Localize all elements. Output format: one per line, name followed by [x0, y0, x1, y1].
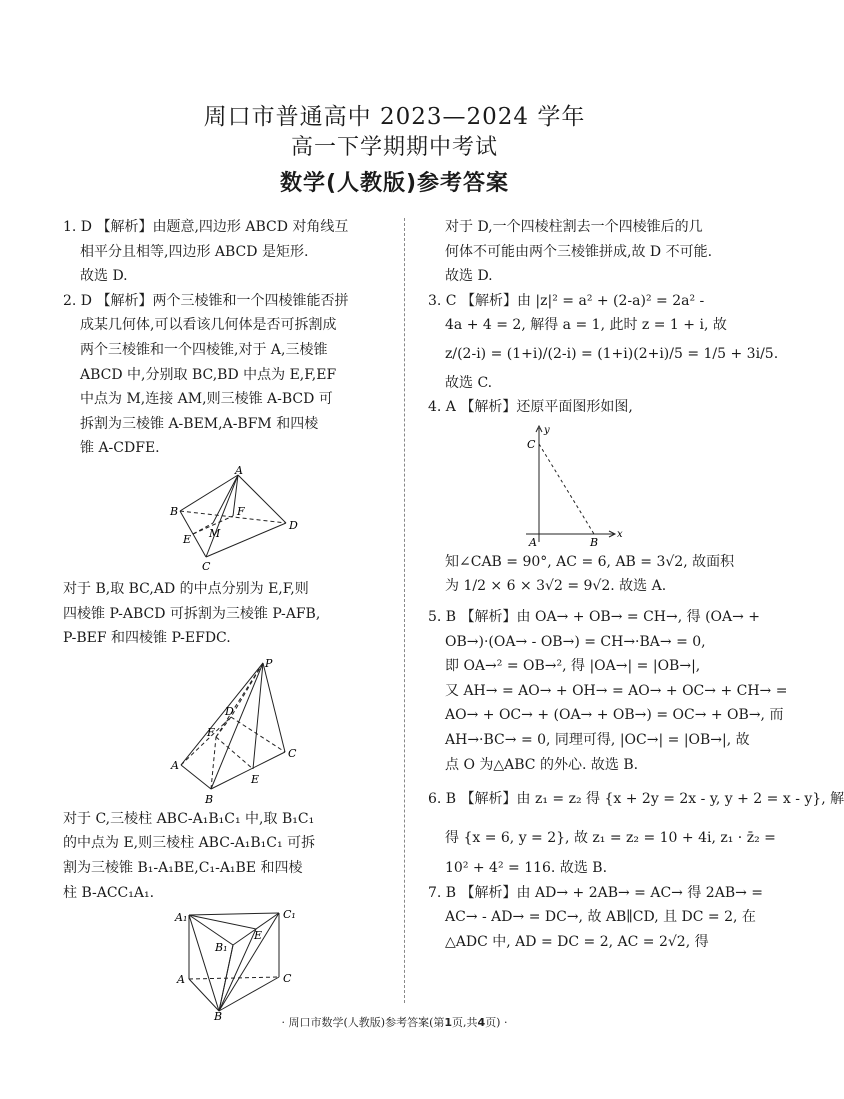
answer-line: ABCD 中,分别取 BC,BD 中点为 E,F,EF: [80, 366, 337, 383]
answer-line: 为 1/2 × 6 × 3√2 = 9√2. 故选 A.: [445, 578, 667, 595]
footer-mid: 页,共: [452, 1016, 478, 1029]
answer-line: 10² + 4² = 116. 故选 B.: [445, 860, 608, 877]
label-C: C: [527, 437, 536, 451]
answer-line: z/(2-i) = (1+i)/(2-i) = (1+i)(2+i)/5 = 1/5 + 3i/5.: [445, 345, 779, 362]
answer-line: △ADC 中, AD = DC = 2, AC = 2√2, 得: [445, 934, 709, 951]
answer-line: 得 {x = 6, y = 2}, 故 z₁ = z₂ = 10 + 4i, z₁ · z̄₂ =: [445, 829, 776, 846]
label-F: F: [237, 504, 245, 518]
footer-end: 页) ·: [485, 1016, 508, 1029]
answer-line: 6. B 【解析】由 z₁ = z₂ 得 {x + 2y = 2x - y, y + 2 = x - y}, 解: [428, 791, 844, 808]
label-C1: C₁: [283, 908, 296, 922]
answer-line: 拆割为三棱锥 A-BEM,A-BFM 和四棱: [80, 415, 319, 432]
label-F: F: [207, 725, 215, 739]
plane-graph-diagram: [428, 422, 746, 550]
answer-line: 的中点为 E,则三棱柱 ABC-A₁B₁C₁ 可拆: [63, 835, 316, 852]
figure-plane-graph: [428, 422, 746, 550]
right-column: [428, 215, 844, 955]
answer-line: 两个三棱锥和一个四棱锥,对于 A,三棱锥: [80, 341, 328, 358]
label-B: B: [205, 792, 214, 806]
footer-text: · 周口市数学(人教版)参考答案(第: [281, 1016, 445, 1029]
answer-line: P-BEF 和四棱锥 P-EFDC.: [63, 630, 231, 647]
answer-line: AC→ - AD→ = DC→, 故 AB∥CD, 且 DC = 2, 在: [445, 909, 756, 926]
answer-line: 知∠CAB = 90°, AC = 6, AB = 3√2, 故面积: [445, 553, 735, 570]
answer-line: 3. C 【解析】由 |z|² = a² + (2-a)² = 2a² -: [428, 292, 705, 309]
answer-line: 对于 C,三棱柱 ABC-A₁B₁C₁ 中,取 B₁C₁: [63, 810, 315, 827]
label-A1: A₁: [175, 911, 188, 925]
answer-line: 4a + 4 = 2, 解得 a = 1, 此时 z = 1 + i, 故: [445, 317, 727, 334]
answer-line: 何体不可能由两个三棱锥拼成,故 D 不可能.: [445, 243, 713, 260]
answer-line: 点 O 为△ABC 的外心. 故选 B.: [445, 756, 639, 773]
label-A: A: [235, 463, 243, 477]
answer-line: 故选 D.: [445, 268, 493, 285]
answer-line: 对于 B,取 BC,AD 的中点分别为 E,F,则: [63, 580, 309, 597]
label-B1: B₁: [215, 941, 228, 955]
answer-line: 中点为 M,连接 AM,则三棱锥 A-BCD 可: [80, 391, 333, 408]
label-B: B: [214, 1010, 223, 1024]
answer-line: OB→)·(OA→ - OB→) = CH→·BA→ = 0,: [445, 633, 706, 650]
answer-line: 1. D 【解析】由题意,四边形 ABCD 对角线互: [63, 219, 349, 235]
figure-pyramid: [63, 657, 381, 807]
tetrahedron-diagram: [63, 463, 381, 577]
answer-line: 7. B 【解析】由 AD→ + 2AB→ = AC→ 得 2AB→ =: [428, 884, 764, 901]
label-C: C: [202, 559, 211, 573]
answer-line: 割为三棱锥 B₁-A₁BE,C₁-A₁BE 和四棱: [63, 859, 303, 876]
label-C: C: [288, 746, 297, 760]
label-C: C: [283, 972, 292, 986]
answer-line: AH→·BC→ = 0, 同理可得, |OC→| = |OB→|, 故: [445, 731, 750, 748]
column-divider: [404, 218, 405, 1003]
answer-line: 四棱锥 P-ABCD 可拆割为三棱锥 P-AFB,: [63, 605, 321, 622]
left-column: [63, 215, 381, 1024]
answer-line: 4. A 【解析】还原平面图形如图,: [428, 399, 633, 416]
answer-line: 成某几何体,可以看该几何体是否可拆割成: [80, 317, 337, 334]
answer-line: 故选 D.: [80, 268, 128, 285]
answer-line: 相平分且相等,四边形 ABCD 是矩形.: [80, 243, 309, 260]
document-title-line1: 周口市普通高中 2023—2024 学年: [203, 104, 586, 130]
document-title-line3: 数学(人教版)参考答案: [279, 171, 510, 196]
label-B: B: [170, 504, 179, 518]
label-E: E: [183, 532, 192, 546]
answer-line: 故选 C.: [445, 374, 493, 391]
footer-page-number: 1: [444, 1016, 453, 1029]
figure-prism: [63, 908, 381, 1024]
label-A: A: [171, 758, 179, 772]
answer-line: 2. D 【解析】两个三棱锥和一个四棱锥能否拼: [63, 292, 349, 309]
label-A: A: [529, 535, 537, 549]
label-A: A: [177, 973, 185, 987]
label-D: D: [225, 704, 234, 718]
answer-line: AO→ + OC→ + (OA→ + OB→) = OC→ + OB→, 而: [445, 707, 784, 724]
label-M: M: [209, 526, 221, 540]
label-E: E: [251, 772, 260, 786]
document-title-line2: 高一下学期期中考试: [290, 135, 498, 160]
label-B: B: [590, 535, 599, 549]
pyramid-diagram: [63, 657, 381, 807]
label-y: y: [544, 424, 550, 436]
label-x: x: [617, 528, 623, 540]
label-E: E: [254, 929, 263, 943]
page-footer: [0, 1014, 789, 1030]
answer-line: 即 OA→² = OB→², 得 |OA→| = |OB→|,: [445, 658, 701, 675]
answer-line: 5. B 【解析】由 OA→ + OB→ = CH→, 得 (OA→ +: [428, 608, 761, 625]
label-P: P: [265, 656, 273, 670]
answer-line: 锥 A-CDFE.: [80, 440, 160, 457]
answer-line: 又 AH→ = AO→ + OH→ = AO→ + OC→ + CH→ =: [445, 682, 788, 699]
prism-diagram: [63, 908, 381, 1024]
answer-line: 柱 B-ACC₁A₁.: [63, 884, 155, 901]
footer-total-pages: 4: [477, 1016, 486, 1029]
label-D: D: [289, 518, 298, 532]
answer-line: 对于 D,一个四棱柱割去一个四棱锥后的几: [445, 219, 703, 235]
figure-tetrahedron: [63, 463, 381, 577]
